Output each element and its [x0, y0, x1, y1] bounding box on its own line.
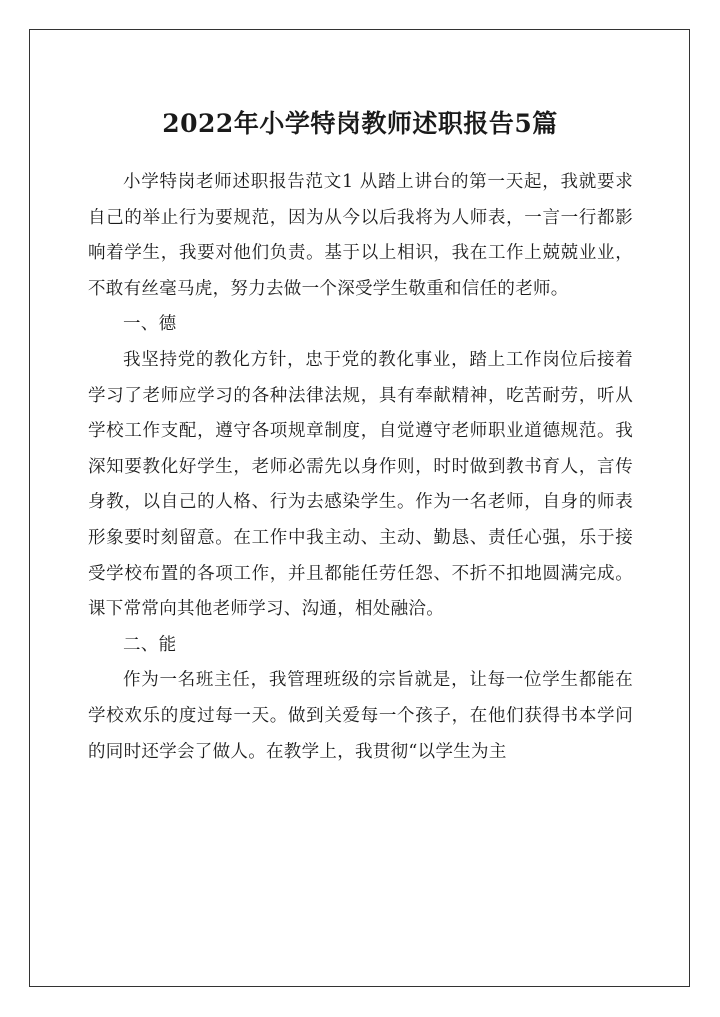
section-heading-ability: 二、能	[123, 634, 177, 655]
document-title: 2022年小学特岗教师述职报告5篇	[162, 108, 558, 138]
paragraph-intro: 小学特岗老师述职报告范文1 从踏上讲台的第一天起，我就要求自己的举止行为要规范，因为从今以后我将为人师表，一言一行都影响着学生，我要对他们负责。基于以上相识，我在工作上兢兢业业，不敢有丝毫马虎，努力去做一个深受学生敬重和信任的老师。	[88, 172, 633, 299]
paragraph-virtue: 我坚持党的教化方针，忠于党的教化事业，踏上工作岗位后接着学习了老师应学习的各种法律法规，具有奉献精神，吃苦耐劳，听从学校工作支配，遵守各项规章制度，自觉遵守老师职业道德规范。我深知要教化好学生，老师必需先以身作则，时时做到教书育人，言传身教，以自己的人格、行为去感染学生。作为一名老师，自身的师表形象要时刻留意。在工作中我主动、主动、勤恳、责任心强，乐于接受学校布置的各项工作，并且都能任劳任怨、不折不扣地圆满完成。课下常常向其他老师学习、沟通，相处融洽。	[88, 349, 633, 620]
document-body	[88, 165, 633, 770]
paragraph-ability: 作为一名班主任，我管理班级的宗旨就是，让每一位学生都能在学校欢乐的度过每一天。做到关爱每一个孩子，在他们获得书本学问的同时还学会了做人。在教学上，我贯彻“以学生为主	[88, 670, 633, 762]
section-heading-virtue: 一、德	[123, 314, 177, 335]
